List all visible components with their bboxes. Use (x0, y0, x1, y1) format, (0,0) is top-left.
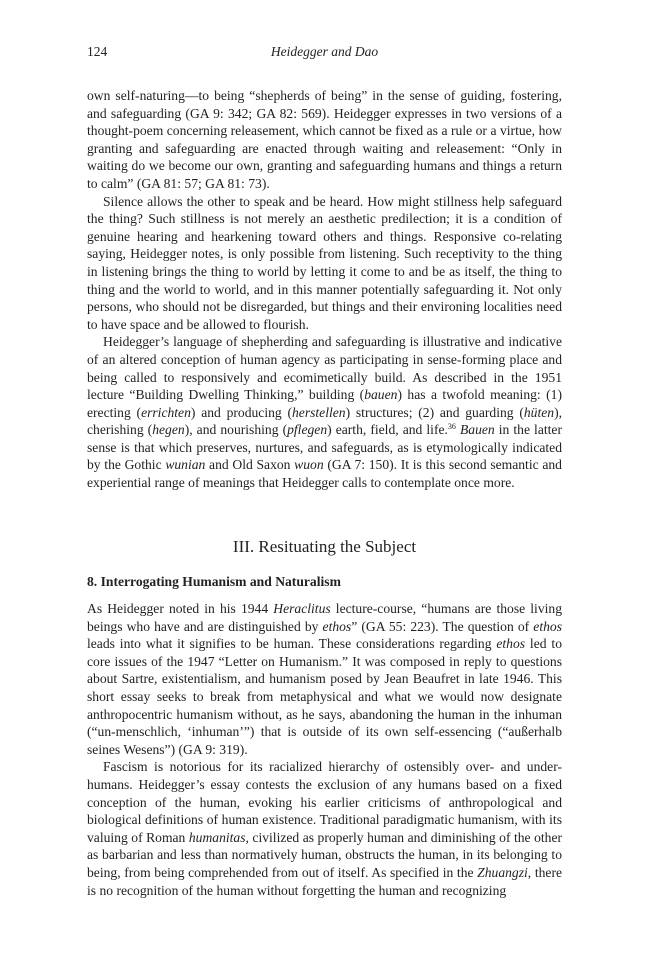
paragraph (87, 758, 562, 899)
text-run: ) earth, field, and life. (327, 422, 448, 438)
text-run: ) has a twofold meaning: (1) erecting ( (87, 387, 562, 420)
italic-term: herstellen (291, 404, 346, 420)
subsection-heading: 8. Interrogating Humanism and Naturalism (87, 574, 341, 589)
text-run: Fascism is notorious for its racialized hierarchy of ostensibly over- and under-humans. Heidegger’s essay contests the exclusion of any humans based on a fixed conception of the human, evoking his earlier criticisms of anthropological and biological definitions of human existence. Traditional paradigmatic humanism, with its valuing of Roman (87, 759, 562, 845)
italic-term: Heraclitus (273, 601, 331, 616)
text-run: led to core issues of the 1947 “Letter on Humanism.” It was composed in reply to questions about Sartre, existentialism, and humanism posed by Jean Beaufret in late 1946. This short essay seeks to break from metaphysical and what we would now designate anthropocentric humanism without, as he says, abandoning the human in the inhuman (“un-menschlich, ‘inhuman’”) that is outside of its own self-essencing (“außerhalb seines Wesens”) (GA 9: 319). (87, 636, 562, 757)
text-run: ) structures; (2) and guarding ( (345, 404, 524, 420)
text-run: As Heidegger noted in his 1944 (87, 601, 274, 616)
text-run: ) and producing ( (190, 404, 292, 420)
footnote-marker[interactable]: 36 (447, 422, 456, 432)
paragraph (87, 600, 562, 758)
text-run: (GA 7: 150). It is this second semantic and experiential range of meanings that Heidegger calls to contemplate once more. (87, 457, 562, 491)
italic-term: pflegen (287, 422, 328, 438)
italic-term: ethos (533, 618, 562, 634)
italic-term: bauen (364, 387, 398, 403)
italic-term: wunian (165, 457, 206, 473)
italic-term: hüten (523, 404, 555, 420)
italic-term: ethos (322, 618, 352, 634)
italic-term: wuon (294, 457, 324, 473)
body-text-section-1 (87, 87, 562, 492)
text-run: lecture-course, “humans are those living beings who have and are distinguished by (87, 601, 562, 634)
text-run: in the latter sense is that which preserves, nurtures, and safeguards, as is etymologically indicated by the Gothic (87, 422, 562, 473)
italic-term: ethos (496, 636, 526, 652)
paragraph (87, 333, 562, 491)
paragraph (87, 87, 562, 193)
text-run: , there is no recognition of the human without forgetting the human and recognizing (87, 864, 562, 898)
italic-term: Zhuangzi (477, 864, 528, 880)
running-title: Heidegger and Dao (270, 44, 379, 59)
text-run: ” (GA 55: 223). The question of (351, 618, 534, 634)
text-run: Heidegger’s language of shepherding and safeguarding is illustrative and indicative of an altered conception of human agency as participating in sense-forming place and being called to responsively and ecomimetically build. As described in the 1951 lecture “Building Dwelling Thinking,” building ( (87, 334, 562, 403)
section-heading: III. Resituating the Subject (232, 537, 417, 556)
text-run: leads into what it signifies to be human. These considerations regarding (87, 636, 497, 652)
paragraph (87, 193, 562, 334)
italic-term: humanitas (188, 829, 246, 845)
text-run: Silence allows the other to speak and be heard. How might stillness help safeguard the thing? Such stillness is not merely an aesthetic predilection; it is a condition of genuine hearing and hearkening toward others and things. Responsive co-relating saying, Heidegger notes, is only possible from listening. Such receptivity to the thing in listening brings the thing to world by letting it come to and be as itself, the thing to thing and the world to world, and in this manner potentially safeguarding it. Not only persons, who should not be disregarded, but things and their environing localities need to have space and be allowed to flourish. (87, 193, 562, 332)
italic-term: Bauen (459, 422, 495, 438)
italic-term: hegen (152, 422, 185, 438)
body-text-section-2 (87, 600, 562, 899)
text-run: own self-naturing—to being “shepherds of being” in the sense of guiding, fostering, and safeguarding (GA 9: 342; GA 82: 569). Heidegger expresses in two versions of a thought-poem concerning releasement, which cannot be fixed as a rule or a virtue, how granting and safeguarding are enacted through waiting and releasement: “Only in waiting do we become our own, granting and safeguarding humans and things a return to calm” (GA 81: 57; GA 81: 73). (87, 88, 562, 191)
text-run: , civilized as properly human and diminishing of the other as barbarian and less than normatively human, obstructs the human, in its belonging to being, from being comprehended from out of itself. As specified in the (87, 829, 562, 880)
text-run: ), cherishing ( (87, 404, 562, 438)
italic-term: errichten (141, 404, 191, 420)
text-run: ), and nourishing ( (184, 422, 288, 438)
text-run: and Old Saxon (205, 457, 295, 473)
running-head (87, 44, 562, 64)
page-number: 124 (87, 44, 108, 59)
